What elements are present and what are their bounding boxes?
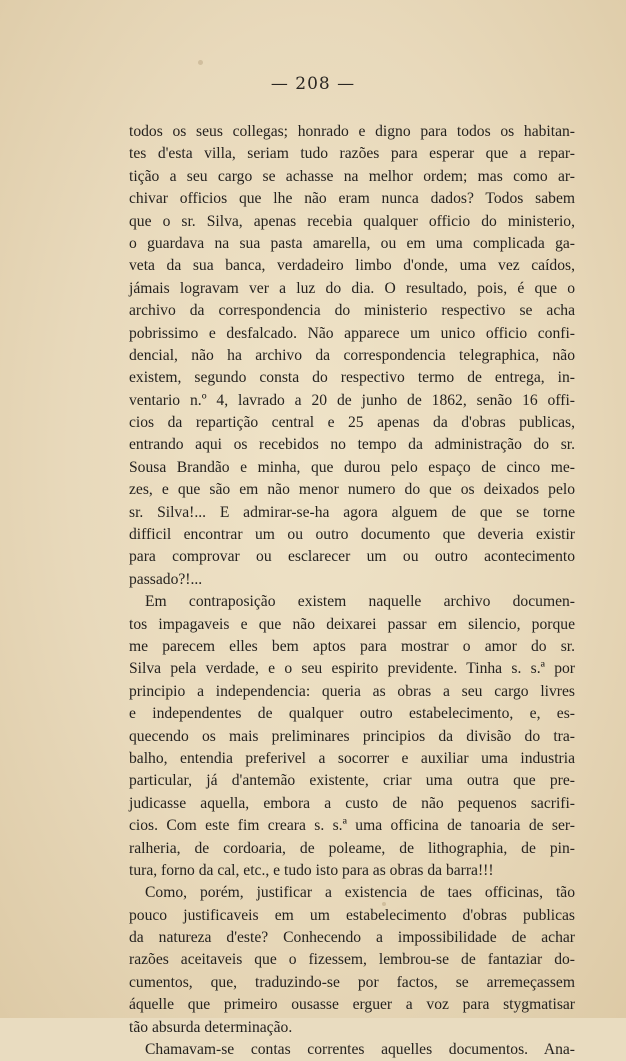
text-line: cumentos, que, traduzindo-se por factos, se arremeçassem xyxy=(129,973,575,991)
text-line: particular, já d'antemão existente, criar uma outra que pre- xyxy=(129,772,575,790)
text-line: difficil encontrar um ou outro documento que deveria existir xyxy=(129,526,575,544)
text-line: veta da sua banca, verdadeiro limbo d'onde, uma vez caídos, xyxy=(129,257,575,275)
text-line: ralheria, de cordoaria, de poleame, de lithographia, de pin- xyxy=(129,839,575,857)
text-line: balho, entendia preferivel a socorrer e auxiliar uma industria xyxy=(129,749,575,767)
text-line: áquelle que primeiro ousasse erguer a voz para stygmatisar xyxy=(129,996,575,1014)
text-line: tição a seu cargo se achasse na melhor ordem; mas como ar- xyxy=(129,167,575,185)
text-line: ventario n.º 4, lavrado a 20 de junho de 1862, senão 16 offi- xyxy=(129,391,575,409)
text-line: entrando aqui os recebidos no tempo da administração do sr. xyxy=(129,436,575,454)
text-line: Sousa Brandão e minha, que durou pelo espaço de cinco me- xyxy=(129,458,575,476)
text-line: que o sr. Silva, apenas recebia qualquer officio do ministerio, xyxy=(129,212,575,230)
text-line: tos impagaveis e que não deixarei passar em silencio, porque xyxy=(129,615,575,633)
text-line: zes, e que são em não menor numero do que os deixados pelo xyxy=(129,481,575,499)
text-line: principio a independencia: queria as obras a seu cargo livres xyxy=(129,682,575,700)
text-line: pobrissimo e desfalcado. Não apparece um unico officio confi- xyxy=(129,324,575,342)
text-line: pouco justificaveis em um estabelecimento d'obras publicas xyxy=(129,906,575,924)
text-line: tes d'esta villa, seriam tudo razões para esperar que a repar- xyxy=(129,145,575,163)
text-line: quecendo os mais preliminares principios da divisão do tra- xyxy=(129,727,575,745)
text-line: passado?!... xyxy=(129,570,203,588)
text-line: dencial, não ha archivo da correspondencia telegraphica, não xyxy=(129,346,575,364)
text-line: Em contraposição existem naquelle archivo documen- xyxy=(145,593,575,611)
text-line: tura, forno da cal, etc., e tudo isto para as obras da barra!!! xyxy=(129,861,494,879)
body-text xyxy=(129,121,575,1061)
text-line: Chamavam-se contas correntes aquelles documentos. Ana- xyxy=(145,1041,575,1059)
text-line: cios. Com este fim creara s. s.ª uma officina de tanoaria de ser- xyxy=(129,817,575,835)
page-number: — 208 — xyxy=(270,74,356,94)
text-line: todos os seus collegas; honrado e digno para todos os habitan- xyxy=(129,123,575,140)
text-line: e independentes de qualquer outro estabelecimento, e, es- xyxy=(129,705,575,723)
text-line: Como, porém, justificar a existencia de taes officinas, tão xyxy=(145,884,575,902)
text-line: tão absurda determinação. xyxy=(129,1018,293,1036)
text-line: cios da repartição central e 25 apenas da d'obras publicas, xyxy=(129,414,575,432)
text-line: sr. Silva!... E admirar-se-ha agora alguem de que se torne xyxy=(129,503,575,521)
text-line: me parecem elles bem aptos para mostrar o amor do sr. xyxy=(129,637,575,655)
text-line: para comprovar ou esclarecer um ou outro acontecimento xyxy=(129,548,575,566)
text-line: Silva pela verdade, e o seu espirito previdente. Tinha s. s.ª por xyxy=(129,660,575,678)
text-line: jámais logravam ver a luz do dia. O resultado, pois, é que o xyxy=(129,279,575,297)
paper-stain xyxy=(198,60,203,65)
text-line: existem, segundo consta do respectivo termo de entrega, in- xyxy=(129,369,575,387)
text-line: archivo da correspondencia do ministerio respectivo se acha xyxy=(129,302,575,320)
text-line: razões aceitaveis que o fizessem, lembrou-se de fantaziar do- xyxy=(129,951,575,969)
text-line: judicasse aquella, embora a custo de não pequenos sacrifi- xyxy=(129,794,575,812)
text-line: o guardava na sua pasta amarella, ou em uma complicada ga- xyxy=(129,234,575,252)
text-line: chivar officios que lhe não eram nunca dados? Todos sabem xyxy=(129,190,575,208)
text-line: da natureza d'este? Conhecendo a impossibilidade de achar xyxy=(129,929,575,947)
